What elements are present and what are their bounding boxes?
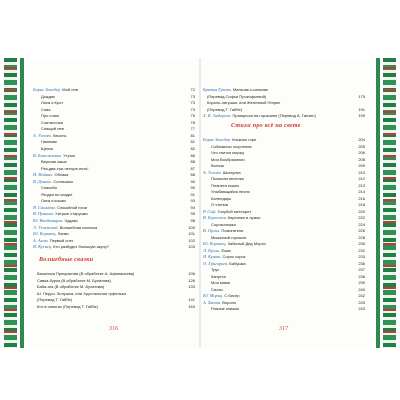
toc-page-number: 75 xyxy=(190,113,195,119)
toc-page-number: 77 xyxy=(190,126,195,132)
toc-author: Р. Сеф. xyxy=(203,208,218,214)
right-page xyxy=(201,58,369,348)
toc-page-number: 87 xyxy=(190,165,195,171)
toc-page-number: 101 xyxy=(188,231,195,237)
toc-page-number: 88 xyxy=(190,159,195,165)
toc-page-number: 232 xyxy=(358,247,365,253)
toc-title: Считалочка xyxy=(41,119,63,125)
toc-title: (Перевод Т. Габбе) xyxy=(37,297,73,303)
toc-title: Спящий лев xyxy=(41,126,64,132)
toc-title: Что снится моржу xyxy=(211,150,245,155)
toc-title: Волчок xyxy=(211,163,225,168)
toc-page-number: 72 xyxy=(190,87,195,92)
toc-page-number: 228 xyxy=(358,234,365,240)
toc-page-number: 226 xyxy=(358,228,365,233)
toc-author: А. Усачёв. xyxy=(33,132,53,138)
toc-author: В. Пуниша. xyxy=(33,211,56,217)
toc-page-number: 81 xyxy=(190,139,195,145)
toc-title: С Бесер xyxy=(224,293,240,298)
toc-title: Разные книжки xyxy=(211,306,239,311)
toc-page-number: 220 xyxy=(358,208,365,214)
toc-page-number: 82 xyxy=(190,145,195,151)
toc-page-number: 199 xyxy=(358,113,365,119)
toc-title: Пыльная песенка xyxy=(211,176,244,181)
toc-title: Кто разбудит большую акулу? xyxy=(53,244,110,250)
toc-author: В. Берестов. xyxy=(203,215,228,220)
toc-page-number: 204 xyxy=(358,137,365,142)
toc-title: Улыбающийся песня xyxy=(211,189,250,194)
toc-title: Ягодка по ягодке xyxy=(41,191,73,197)
toc-page-number: 214 xyxy=(358,189,365,194)
toc-page-number: 243 xyxy=(358,299,365,305)
toc-title: Планета кошек xyxy=(211,182,240,188)
toc-title: Капуста xyxy=(211,273,226,279)
toc-title: Сивка-бурка (В обработке М. Булатова) xyxy=(37,277,111,283)
toc-page-number: 212 xyxy=(358,176,365,181)
toc-title: (Перевод Т. Габбе) xyxy=(207,106,243,112)
toc-title: Гимнмяк xyxy=(41,139,57,145)
toc-page-number: 93 xyxy=(190,198,195,204)
toc-title: Лапки xyxy=(57,231,69,237)
book-gutter xyxy=(199,58,201,348)
toc-title: Моя мама xyxy=(211,280,230,285)
toc-page-number: 237 xyxy=(358,267,365,272)
toc-title: Мой лев xyxy=(62,87,78,92)
toc-page-number: 236 xyxy=(358,260,365,266)
toc-title: Баба-яга (В обработке М. Булатова) xyxy=(37,284,105,290)
toc-page-number: 208 xyxy=(358,156,365,162)
toc-title: Собачкины огорчения xyxy=(211,143,252,149)
toc-author: О. Григорьев. xyxy=(203,260,230,266)
toc-author: Э. Успенский. xyxy=(33,224,60,230)
toc-author: А. Ахим. xyxy=(33,237,50,243)
toc-author: Братья Гримм. xyxy=(203,87,233,92)
toc-title: Ш. Перро. xyxy=(37,290,56,296)
section-title-poems: Стихи про всё на свете xyxy=(231,123,301,129)
toc-title: Король-лягушка, или Железный Генрих xyxy=(207,100,281,106)
toc-title: Ёжик xyxy=(221,247,231,253)
toc-entry xyxy=(33,303,195,310)
toc-title: Василиса Прекрасная (В обработке А. Афанасьева) xyxy=(37,271,135,276)
toc-author: В. Капельченко. xyxy=(33,152,64,158)
toc-author: И. Найяно. xyxy=(33,172,55,178)
toc-author: Борис Заходер. xyxy=(203,137,233,142)
toc-author: Ю. Коринец. xyxy=(33,231,58,237)
toc-title: Вороно xyxy=(222,299,237,305)
toc-title: Силач xyxy=(211,286,223,292)
toc-title: Раз-два-три-четыре-пять! xyxy=(41,165,89,171)
toc-title: Первый снег xyxy=(49,237,74,243)
toc-page-number: 205 xyxy=(358,143,365,149)
toc-page-number: 94 xyxy=(190,204,195,210)
toc-title: О чтении xyxy=(211,202,228,207)
toc-page-number: 224 xyxy=(358,221,365,227)
toc-page-number: 103 xyxy=(188,244,195,250)
section-title-fairy-tales: Волшебные сказки xyxy=(39,257,94,263)
toc-page-number: 209 xyxy=(358,163,365,168)
toc-page-number: 175 xyxy=(358,93,365,99)
toc-author: Я. Куснец. xyxy=(33,244,54,250)
toc-title: Хвосты xyxy=(52,132,67,138)
toc-title: (Перевод Софьи Прокофьевой) xyxy=(207,93,267,99)
toc-title: Забытый Дед Мороз xyxy=(227,241,266,246)
toc-page-number: 73 xyxy=(190,100,195,106)
left-page xyxy=(31,58,199,348)
toc-title: Кискино горе xyxy=(232,137,257,142)
toc-page-number: 216 xyxy=(358,195,365,201)
toc-page-number: 90 xyxy=(190,178,195,184)
toc-title: Голубой метеорит xyxy=(217,208,252,214)
toc-author: Ю. Мориц. xyxy=(203,293,225,298)
toc-page-number: 102 xyxy=(188,237,195,243)
toc-title: Про сома xyxy=(41,113,59,119)
toc-page-number: 239 xyxy=(358,280,365,285)
toc-page-number: 141 xyxy=(188,297,195,303)
toc-page-number: 242 xyxy=(358,293,365,298)
toc-page-number: 210 xyxy=(358,169,365,175)
toc-author: Борис Заходер. xyxy=(33,87,63,92)
toc-title: Сорок сорок xyxy=(222,254,246,259)
toc-title: Спокойной ночи xyxy=(56,204,87,210)
toc-title: Чудаки xyxy=(64,218,78,223)
toc-title: Сова xyxy=(41,106,51,112)
toc-page-number: 238 xyxy=(358,273,365,279)
page-number-right: 317 xyxy=(279,326,288,332)
toc-author: В. Данько. xyxy=(33,178,54,184)
toc-page-number: 213 xyxy=(358,182,365,188)
toc-title: Утром xyxy=(63,152,75,158)
toc-entry xyxy=(33,243,195,250)
toc-title: Дождик xyxy=(41,93,55,99)
toc-title: Щенок xyxy=(41,145,54,151)
toc-page-number: 240 xyxy=(358,286,365,292)
toc-author: В. Орлов. xyxy=(203,228,222,233)
toc-author: А. Усачёв. xyxy=(203,169,223,175)
toc-title: Облака xyxy=(54,172,69,178)
toc-page-number: 88 xyxy=(190,172,195,178)
toc-author: Л. Кроль. xyxy=(203,247,222,253)
toc-author: Я. Сашнёва. xyxy=(33,204,57,210)
toc-page-number: 191 xyxy=(358,106,365,112)
toc-page-number: 91 xyxy=(190,191,195,197)
toc-author: Ю. Коринец. xyxy=(203,241,228,246)
toc-page-number: 233 xyxy=(358,254,365,259)
toc-title: Хитрые старушки xyxy=(55,211,88,217)
toc-title: Лиса и Крот xyxy=(41,100,64,106)
toc-page-number: 86 xyxy=(190,152,195,158)
toc-page-number: 230 xyxy=(358,241,365,246)
toc-title: Мои Вообразилии xyxy=(211,156,245,162)
toc-title: Мальчик-с-пальчик xyxy=(232,87,268,92)
toc-title: Мышиный горошек xyxy=(211,234,247,240)
toc-entry xyxy=(203,305,365,312)
toc-title: Кот в сапогах (Перевод Т. Габбе) xyxy=(37,304,98,309)
toc-author: Ю. Владимиров. xyxy=(33,218,65,223)
toc-page-number: 81 xyxy=(190,132,195,138)
toc-title: Календарь xyxy=(211,195,232,201)
toc-page-number: 73 xyxy=(190,106,195,112)
toc-author: Х. К. Андерсен. xyxy=(203,113,233,119)
toc-title: Вкусная каша xyxy=(41,159,67,165)
toc-page-number: 206 xyxy=(358,150,365,155)
toc-page-number: 98 xyxy=(190,218,195,223)
toc-page-number: 76 xyxy=(190,119,195,125)
toc-title: Трус xyxy=(211,267,220,272)
toc-title: Шкатулка xyxy=(222,169,241,175)
toc-page-number: 133 xyxy=(188,284,195,290)
toc-title: Помогатели xyxy=(221,228,244,233)
toc-title: Волшебная палочка xyxy=(59,224,98,230)
toc-page-number: 100 xyxy=(188,224,195,230)
toc-title: Солнышко xyxy=(53,178,73,184)
toc-page-number: 73 xyxy=(190,93,195,99)
toc-page-number: 243 xyxy=(358,306,365,311)
toc-title: Принцесса на горошине (Перевод А. Ганзен) xyxy=(232,113,316,119)
toc-entry xyxy=(203,112,365,119)
toc-page-number: 95 xyxy=(190,211,195,217)
toc-title: Бабушка xyxy=(229,260,246,266)
toc-page-number: 106 xyxy=(188,271,195,276)
toc-title-cont: Золушка, или Хрустальная туфелька xyxy=(55,290,126,296)
toc-page-number: 90 xyxy=(190,185,195,191)
toc-title: Сороконожка xyxy=(211,221,236,227)
toc-page-number: 163 xyxy=(188,304,195,309)
toc-page-number: 218 xyxy=(358,202,365,207)
toc-title: Лиса и кошки xyxy=(41,198,66,204)
toc-title: Картинки в лужах xyxy=(227,215,261,220)
toc-author: Я. Кушак. xyxy=(203,254,223,259)
toc-page-number: 222 xyxy=(358,215,365,220)
toc-page-number: 126 xyxy=(188,277,195,283)
toc-title: Спасибо xyxy=(41,185,58,191)
toc-author: А. Хвата. xyxy=(203,299,223,305)
page-number-left: 316 xyxy=(109,326,118,332)
